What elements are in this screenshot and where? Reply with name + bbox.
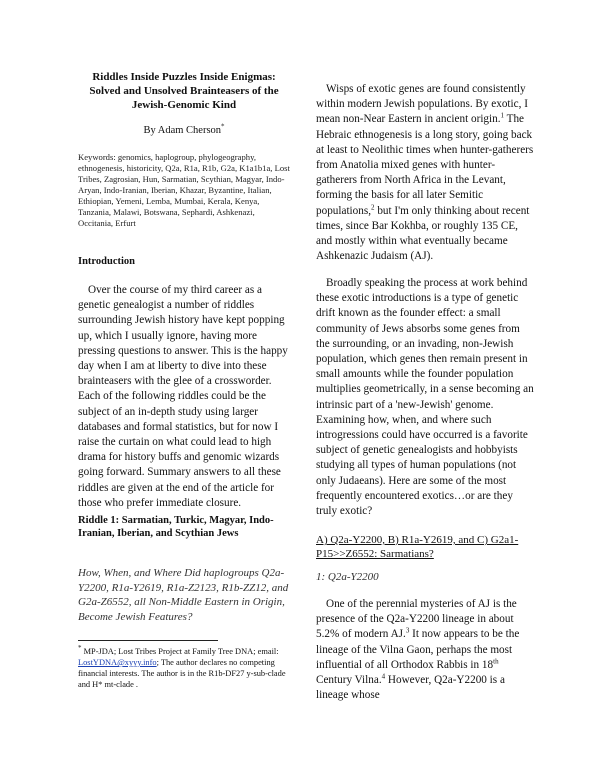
footnote: [78, 646, 290, 690]
introduction-paragraph: Over the course of my third career as a genetic genealogist a number of riddles surrounding Jewish history have kept popping up, which I usually ignore, having more pressing questions to answer. This is the happy day when I am at liberty to dive into these brainteasers with the glee of a crossworder. Each of the following riddles could be the subject of an in-depth study using larger databases and formal statistics, but for now I raise the curtain on what could lead to high drama for history buffs and genomic wizards going forward. Summary answers to all these riddles are given at the end of the article for those who prefer immediate closure.: [78, 284, 288, 509]
author-name: By Adam Cherson: [143, 125, 222, 136]
keywords: Keywords: genomics, haplogroup, phylogeography, ethnogenesis, historicity, Q2a, R1a, R1b, G2a, K1a1b1a, Lost Tribes, Zagrosian, Hun, Sarmatian, Scythian, Magyar, Indo-Aryan, Indo-Iranian, Iberian, Khazar, Byzantine, Italian, Ethiopian, Yemeni, Lemba, Mumbai, Kerala, Kenya, Tanzania, Malawi, Botswana, Sephardi, Ashkenazi, Occitania, Erfurt: [78, 152, 290, 228]
p1-text-a: Wisps of exotic genes are found consistently within modern Jewish populations. By exotic, I mean non-Near Eastern in ancient origin.: [316, 83, 528, 126]
right-paragraph-3: [316, 597, 536, 703]
footnote-text-before: MP-JDA; Lost Tribes Project at Family Tree DNA; email:: [83, 647, 279, 656]
paper-title: Riddles Inside Puzzles Inside Enigmas: Solved and Unsolved Brainteasers of the Jewish-Genomic Kind: [89, 71, 279, 111]
author-footnote-mark: *: [221, 122, 225, 131]
subsection-heading: 1: Q2a-Y2200: [316, 571, 379, 583]
footnote-ref-3: 3: [405, 626, 410, 635]
right-paragraph-2: Broadly speaking the process at work behind these exotic introductions is a type of genetic drift known as the founder effect: a small community of Jews absorbs some genes from the surrounding, or an invading, non-Jewish population, which genes then remain present in small amounts while the founder population multiplies geometrically, in a sense becoming an intrinsic part of a 'new-Jewish' genome. Examining how, when, and where such introgressions could have occurred is a favorite subject of genetic genealogists and hobbyists studying all types of human populations (not only Judaeans). Here are some of the most frequently encountered exotics…or are they truly exotic?: [316, 277, 534, 518]
p3-text-c: Century Vilna.: [316, 674, 382, 687]
footnote-text-after: ; The author declares no competing financial interests. The author is in the R1b-DF27 y-sub-clade and H* mt-clade .: [78, 658, 286, 689]
footnote-ref-1: 1: [500, 111, 505, 120]
section-heading-link[interactable]: A) Q2a-Y2200, B) R1a-Y2619, and C) G2a1-P15>>Z6552: Sarmatians?: [316, 534, 519, 560]
p3-text-b: It now appears to be the lineage of the Vilna Gaon, perhaps the most influential of all Orthodox Rabbis in 18: [316, 628, 520, 671]
ordinal-suffix: th: [493, 657, 499, 666]
author-line: [78, 124, 290, 137]
p3-text-d: However, Q2a-Y2200 is a lineage whose: [316, 674, 505, 702]
right-paragraph-1: [316, 82, 536, 264]
introduction-heading: Introduction: [78, 256, 135, 267]
p1-text-b: The Hebraic ethnogenesis is a long story, going back at least to Neolithic times when hunter-gatherers from Anatolia mixed genes with hunter-gatherers from North Africa in the Levant, forming the basis for all later Semitic populations,: [316, 113, 534, 217]
footnote-ref-4: 4: [381, 672, 386, 681]
p1-text-c: but I'm only thinking about recent times, since Bar Kokhba, or roughly 135 CE, and mostly within what eventually became Ashkenazic Judaism (AJ).: [316, 204, 530, 263]
footnote-mark: *: [78, 644, 82, 653]
p3-text-a: One of the perennial mysteries of AJ is the presence of the Q2a-Y2200 lineage in about 5.2% of modern AJ.: [316, 598, 517, 641]
riddle-1-subheading: How, When, and Where Did haplogroups Q2a-Y2200, R1a-Y2619, R1a-Z2123, R1b-ZZ12, and G2a-Z6552, all Non-Middle Eastern in Origin, Become Jewish Features?: [78, 567, 289, 623]
footnote-divider: [78, 640, 218, 641]
footnote-ref-2: 2: [371, 202, 375, 211]
footnote-email-link[interactable]: LostYDNA@xyyy.info: [78, 658, 157, 667]
riddle-1-heading: Riddle 1: Sarmatian, Turkic, Magyar, Indo-Iranian, Iberian, and Scythian Jews: [78, 515, 274, 539]
